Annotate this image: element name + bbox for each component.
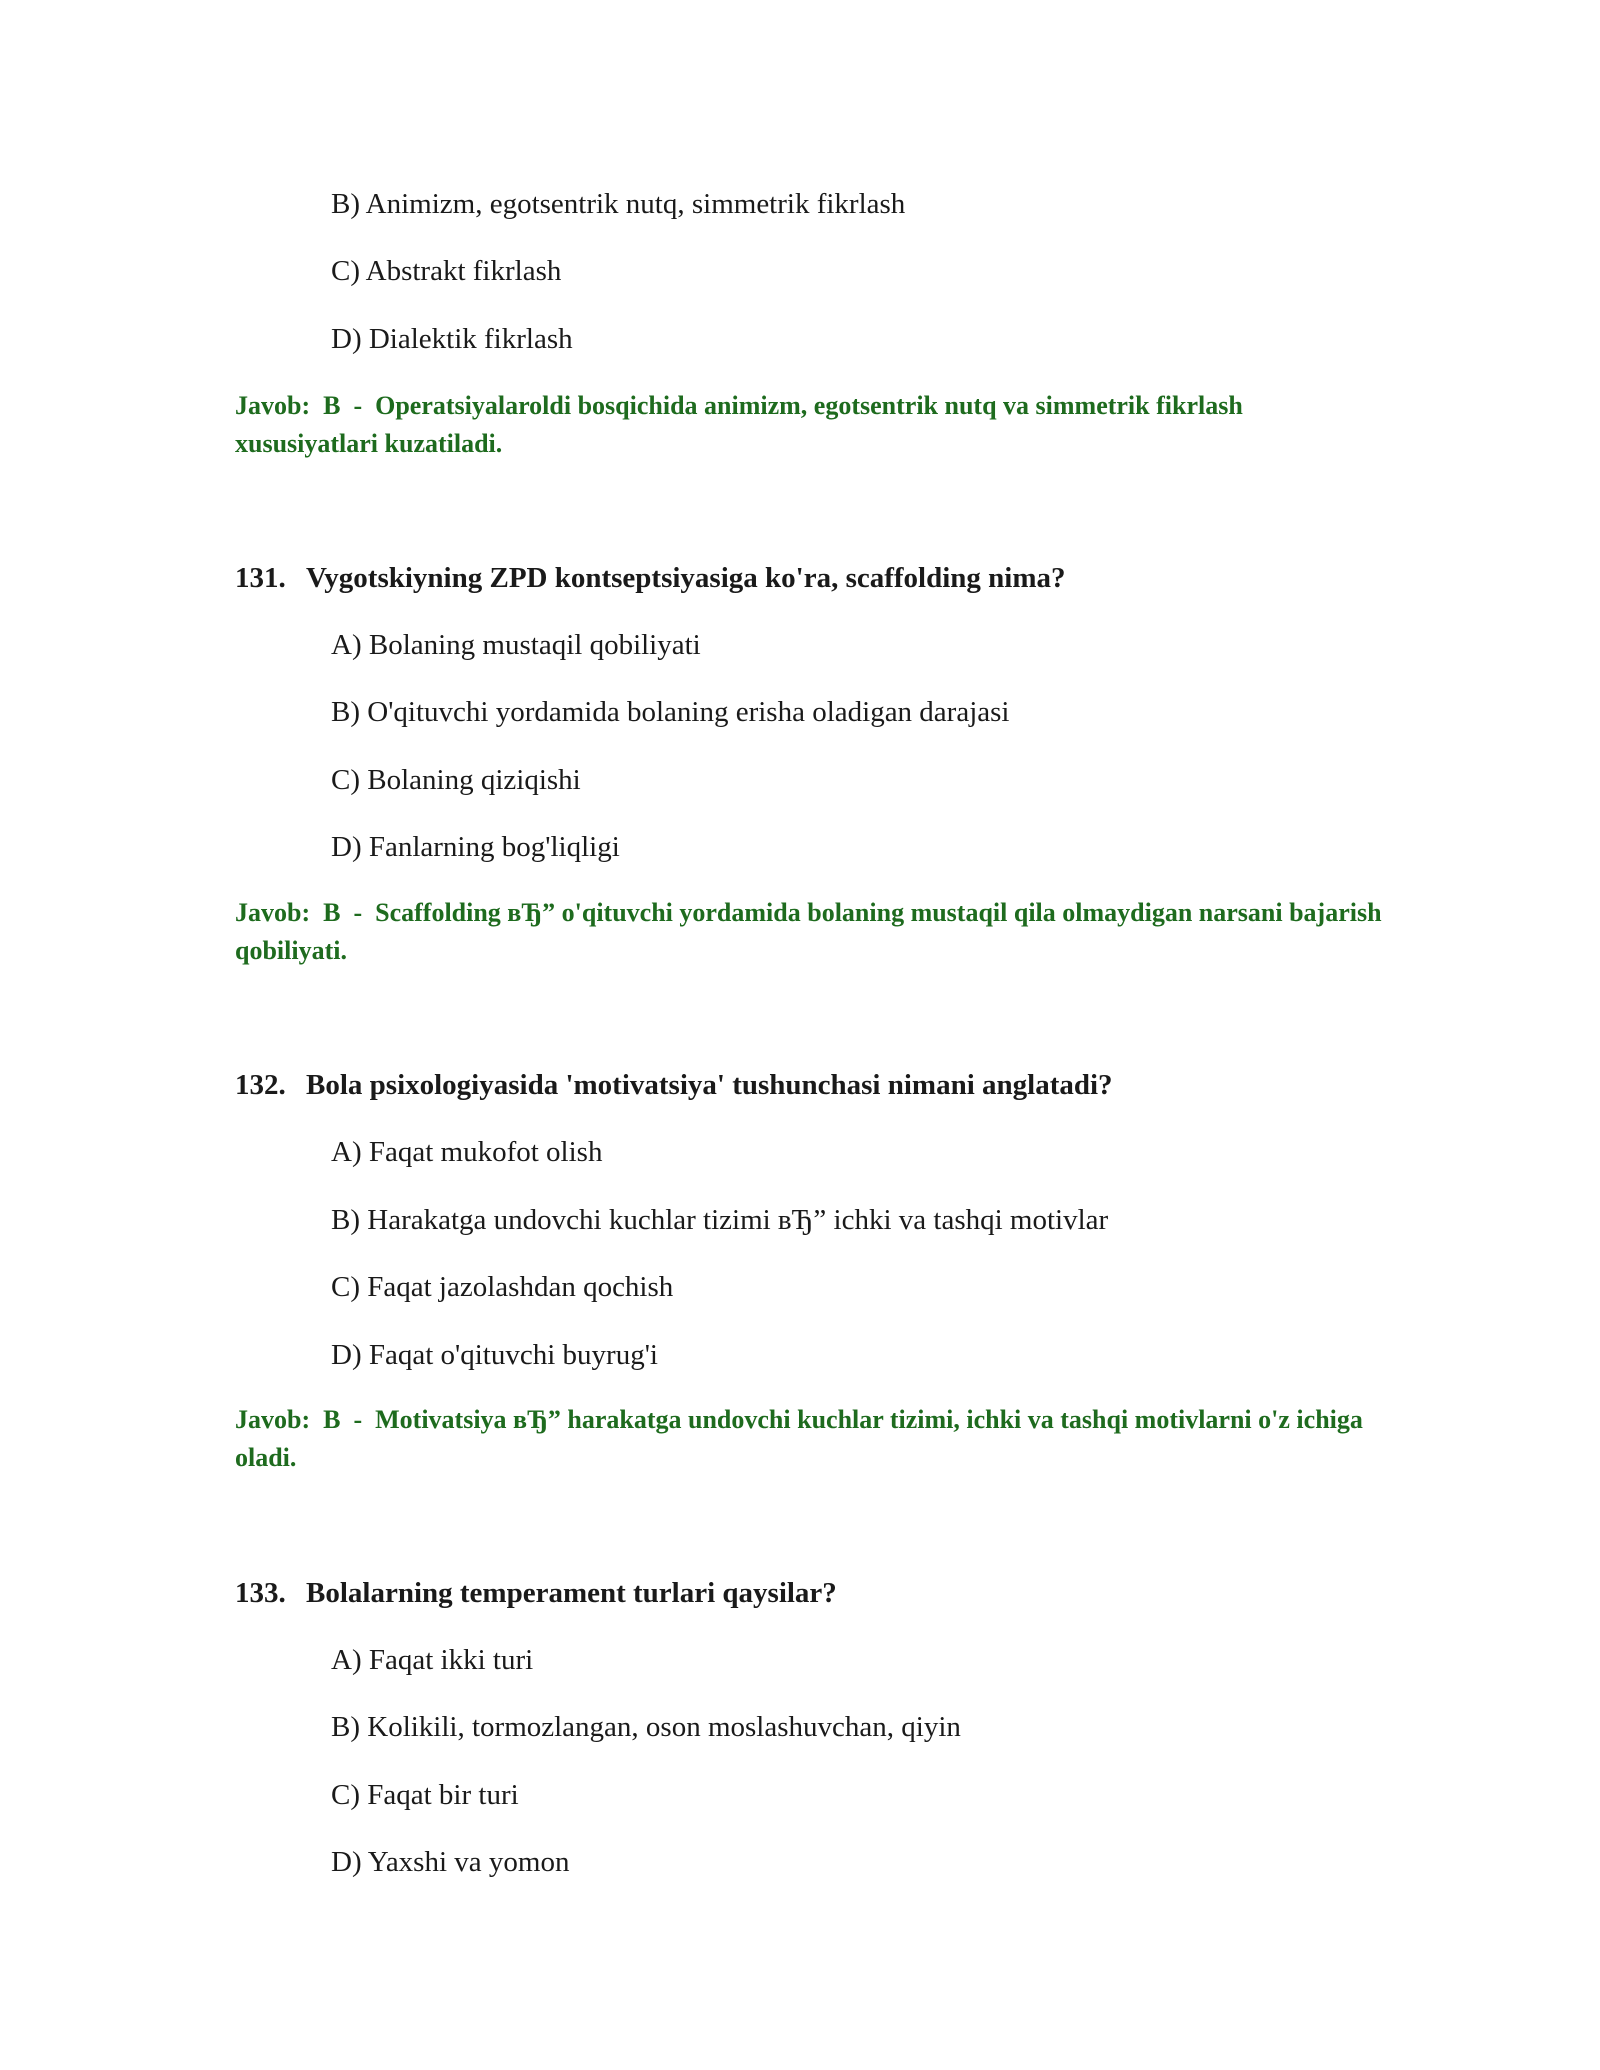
option-133-c: C) Faqat bir turi — [331, 1779, 519, 1811]
option-132-a: A) Faqat mukofot olish — [331, 1136, 603, 1168]
answer-130-text: Operatsiyalaroldi bosqichida animizm, egotsentrik nutq va simmetrik fikrlash xususiyatlari kuzatiladi. — [235, 391, 1243, 458]
question-131 — [235, 560, 1066, 596]
option-133-d: D) Yaxshi va yomon — [331, 1846, 570, 1878]
question-133 — [235, 1575, 837, 1611]
answer-131-text: Scaffolding вЂ” o'qituvchi yordamida bolaning mustaqil qila olmaydigan narsani bajarish qobiliyati. — [235, 898, 1382, 965]
answer-130 — [235, 387, 1385, 463]
option-131-a: A) Bolaning mustaqil qobiliyati — [331, 629, 701, 661]
option-132-d: D) Faqat o'qituvchi buyrug'i — [331, 1339, 658, 1371]
question-131-number: 131. — [235, 562, 286, 594]
answer-132-lead: Javob: B - — [235, 1405, 376, 1434]
answer-131-lead: Javob: B - — [235, 898, 376, 927]
option-130-b: B) Animizm, egotsentrik nutq, simmetrik fikrlash — [331, 188, 906, 220]
option-130-d: D) Dialektik fikrlash — [331, 323, 573, 355]
option-132-b: B) Harakatga undovchi kuchlar tizimi вЂ” ichki va tashqi motivlar — [331, 1204, 1109, 1236]
option-131-c: C) Bolaning qiziqishi — [331, 764, 581, 796]
answer-131 — [235, 894, 1385, 970]
question-132 — [235, 1067, 1113, 1103]
question-132-text: Bola psixologiyasida 'motivatsiya' tushunchasi nimani anglatadi? — [306, 1069, 1113, 1101]
question-132-number: 132. — [235, 1069, 286, 1101]
answer-132-text: Motivatsiya вЂ” harakatga undovchi kuchlar tizimi, ichki va tashqi motivlarni o'z ichiga oladi. — [235, 1405, 1363, 1472]
option-133-a: A) Faqat ikki turi — [331, 1644, 534, 1676]
question-133-number: 133. — [235, 1577, 286, 1609]
option-131-d: D) Fanlarning bog'liqligi — [331, 831, 620, 863]
option-131-b: B) O'qituvchi yordamida bolaning erisha oladigan darajasi — [331, 696, 1010, 728]
answer-132 — [235, 1401, 1385, 1477]
question-131-text: Vygotskiyning ZPD kontseptsiyasiga ko'ra, scaffolding nima? — [306, 562, 1066, 594]
option-132-c: C) Faqat jazolashdan qochish — [331, 1271, 674, 1303]
question-133-text: Bolalarning temperament turlari qaysilar? — [306, 1577, 837, 1609]
option-130-c: C) Abstrakt fikrlash — [331, 255, 562, 287]
option-133-b: B) Kolikili, tormozlangan, oson moslashuvchan, qiyin — [331, 1711, 961, 1743]
answer-130-lead: Javob: B - — [235, 391, 376, 420]
